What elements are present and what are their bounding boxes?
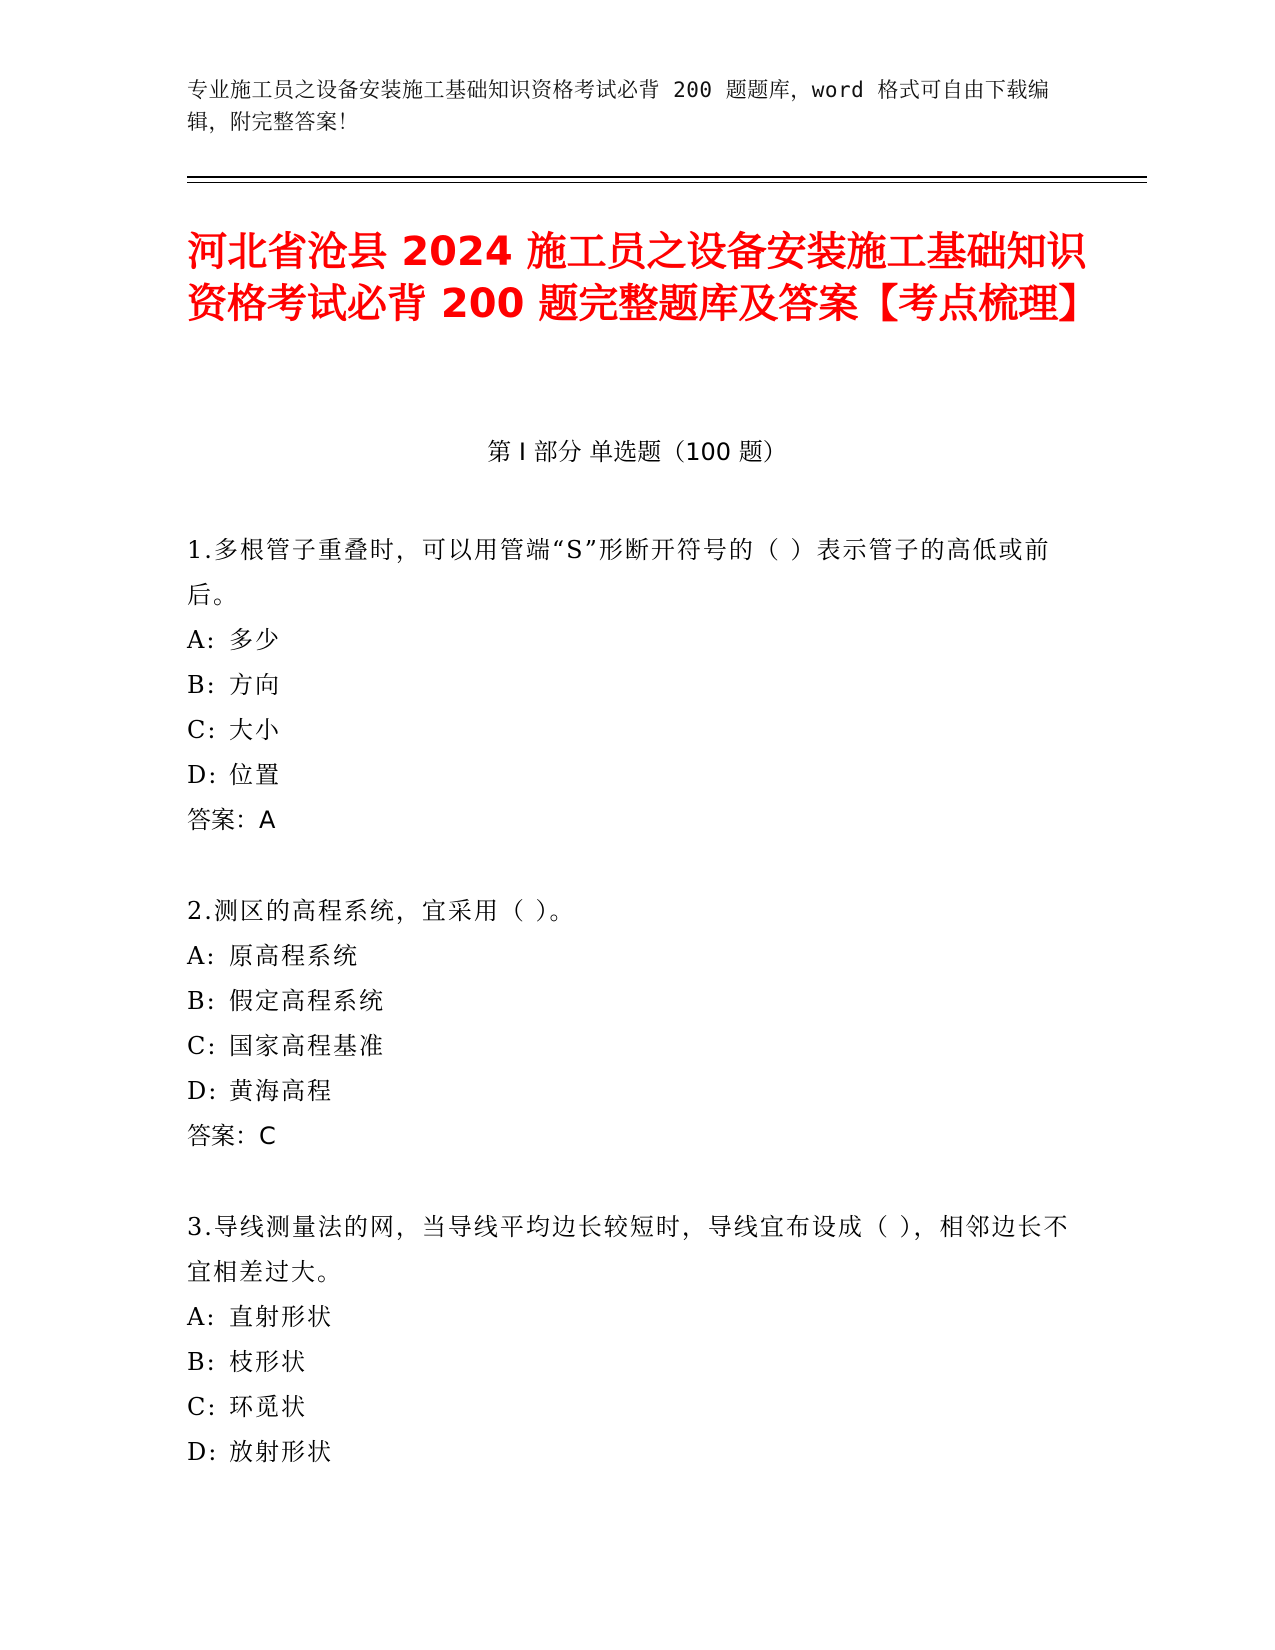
option-letter: C: — [187, 1032, 218, 1060]
option-letter: B: — [187, 987, 217, 1015]
option-text: 直射形状 — [229, 1303, 333, 1331]
option-c — [187, 1024, 1087, 1069]
option-a — [187, 934, 1087, 979]
option-letter: A: — [187, 942, 217, 970]
option-d — [187, 1430, 1087, 1475]
option-a — [187, 618, 1087, 663]
option-text: 枝形状 — [229, 1348, 307, 1376]
option-text: 黄海高程 — [229, 1077, 333, 1105]
option-c — [187, 708, 1087, 753]
option-b — [187, 979, 1087, 1024]
option-text: 多少 — [229, 626, 281, 654]
header-note: 专业施工员之设备安装施工基础知识资格考试必背 200 题题库，word 格式可自由下载编辑，附完整答案！ — [187, 78, 1050, 134]
question-2 — [187, 889, 1087, 1159]
answer-line: 答案：C — [187, 1122, 276, 1150]
option-a — [187, 1295, 1087, 1340]
option-d — [187, 1069, 1087, 1114]
header-rule-thick — [187, 176, 1147, 178]
option-letter: D: — [187, 1077, 219, 1105]
option-letter: C: — [187, 716, 218, 744]
option-letter: A: — [187, 626, 217, 654]
option-text: 放射形状 — [229, 1438, 333, 1466]
option-text: 方向 — [229, 671, 281, 699]
question-stem: 1.多根管子重叠时，可以用管端“S”形断开符号的（ ）表示管子的高低或前后。 — [187, 536, 1051, 609]
question-stem: 3.导线测量法的网，当导线平均边长较短时，导线宜布设成（ ），相邻边长不宜相差过大。 — [187, 1213, 1070, 1286]
option-letter: B: — [187, 671, 217, 699]
option-d — [187, 753, 1087, 798]
document-title: 河北省沧县 2024 施工员之设备安装施工基础知识资格考试必背 200 题完整题库及答案【考点梳理】 — [187, 229, 1099, 327]
option-text: 大小 — [229, 716, 281, 744]
option-letter: A: — [187, 1303, 217, 1331]
option-text: 环觅状 — [229, 1393, 307, 1421]
option-letter: C: — [187, 1393, 218, 1421]
option-letter: D: — [187, 1438, 219, 1466]
option-text: 原高程系统 — [229, 942, 359, 970]
question-stem: 2.测区的高程系统，宜采用（ ）。 — [187, 897, 576, 925]
option-b — [187, 663, 1087, 708]
option-c — [187, 1385, 1087, 1430]
option-text: 位置 — [229, 761, 281, 789]
question-1 — [187, 528, 1087, 843]
question-3 — [187, 1205, 1087, 1475]
section-heading: 第 I 部分 单选题（100 题） — [487, 438, 787, 466]
option-b — [187, 1340, 1087, 1385]
option-text: 假定高程系统 — [229, 987, 385, 1015]
question-list — [187, 528, 1087, 1521]
option-letter: D: — [187, 761, 219, 789]
option-letter: B: — [187, 1348, 217, 1376]
answer-line: 答案：A — [187, 806, 276, 834]
option-text: 国家高程基准 — [229, 1032, 385, 1060]
header-rule-thin — [187, 182, 1147, 183]
